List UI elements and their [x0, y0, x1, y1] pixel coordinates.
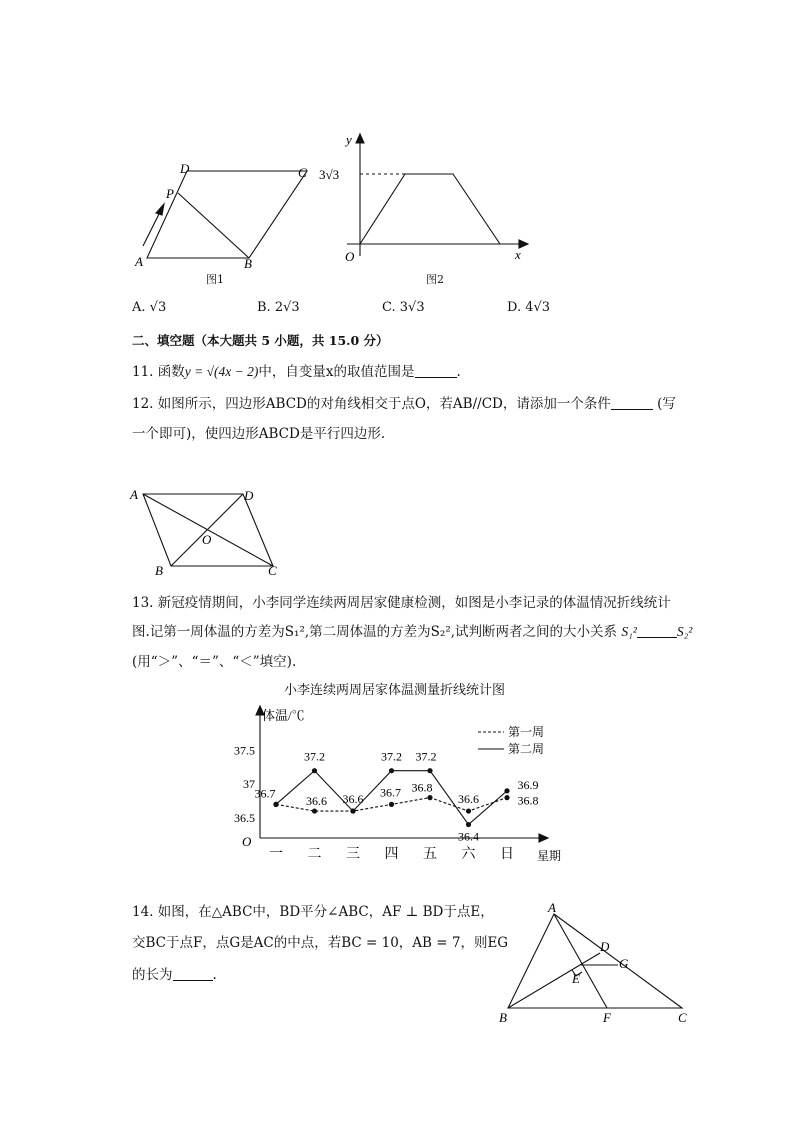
data-point — [389, 768, 394, 773]
label-b: B — [155, 563, 163, 578]
x-tick-label: 六 — [461, 847, 476, 862]
data-point — [389, 802, 394, 807]
data-label: 37.2 — [381, 749, 402, 764]
data-label: 36.6 — [342, 792, 364, 807]
option-c[interactable] — [382, 300, 425, 315]
q13-s1: S₁² — [621, 624, 637, 639]
option-a-value: √3 — [149, 300, 167, 315]
data-point — [350, 808, 355, 813]
x-tick-label: 日 — [500, 847, 514, 862]
label-y: y — [346, 132, 352, 147]
label-p: P — [166, 186, 174, 201]
data-label: 36.6 — [306, 794, 327, 809]
data-label: 36.4 — [458, 829, 479, 844]
data-label: 36.8 — [517, 793, 539, 808]
q14-end: . — [212, 967, 217, 983]
q13-s2: S₂² — [676, 624, 693, 639]
label-g: G — [619, 956, 629, 971]
option-a[interactable] — [132, 300, 166, 315]
q11-answer-blank[interactable] — [415, 363, 457, 378]
chart-origin: O — [242, 834, 252, 849]
question-12-line1 — [132, 394, 676, 414]
data-label: 37.2 — [304, 749, 325, 764]
legend-week1: 第一周 — [508, 725, 545, 739]
q11-end: . — [456, 364, 461, 380]
label-o: O — [202, 532, 212, 547]
section-heading: 二、填空题（本大题共 5 小题，共 15.0 分） — [132, 333, 389, 348]
function-graph — [360, 174, 500, 244]
label-c: C — [678, 1010, 687, 1025]
q11-pre: 函数 — [157, 364, 185, 380]
q14-line1-text: 如图，在△ABC中，BD平分∠ABC，AF ⊥ BD于点E， — [157, 904, 494, 920]
label-3sqrt3: 3√3 — [319, 167, 340, 182]
chart-title: 小李连续两周居家体温测量折线统计图 — [284, 683, 506, 698]
x-tick-label: 一 — [269, 847, 283, 862]
segment-af — [554, 914, 607, 1008]
data-label: 37.2 — [415, 749, 437, 764]
label-d: D — [180, 161, 190, 176]
option-d-value: 4√3 — [525, 300, 551, 315]
parallelogram-abcd — [147, 171, 307, 258]
data-label: 36.9 — [517, 777, 539, 792]
segment-pb — [178, 193, 249, 258]
label-origin: O — [345, 249, 355, 264]
option-d-letter: D. — [507, 300, 522, 315]
diagonal-bd — [171, 494, 243, 566]
option-c-letter: C. — [382, 300, 396, 315]
label-a: A — [135, 254, 143, 269]
q13-answer-blank[interactable] — [637, 623, 677, 638]
q14-figure — [492, 900, 702, 1030]
label-d: D — [600, 939, 610, 954]
x-tick-label: 二 — [307, 847, 322, 862]
question-12-line2: 一个即可)，使四边形ABCD是平行四边形. — [132, 426, 386, 442]
q13-number: 13. — [132, 595, 154, 611]
q14-line3-text: 的长为 — [132, 967, 173, 983]
q13-line1-text: 新冠疫情期间，小李同学连续两周居家健康检测，如图是小李记录的体温情况折线统计 — [157, 595, 671, 611]
data-label: 36.7 — [380, 785, 401, 800]
option-a-letter: A. — [132, 300, 146, 315]
figure-2-caption: 图2 — [426, 273, 444, 286]
q11-function: y = √(4x − 2) — [184, 364, 259, 379]
data-point — [312, 768, 317, 773]
y-tick-label: 37 — [243, 777, 255, 792]
label-c: C — [298, 165, 307, 180]
label-d: D — [244, 488, 254, 503]
label-x: x — [515, 247, 521, 262]
q14-number: 14. — [132, 904, 154, 920]
triangle-abc — [508, 914, 682, 1008]
data-point — [312, 808, 317, 813]
option-c-value: 3√3 — [399, 300, 425, 315]
diagonal-ac — [143, 494, 273, 566]
data-label: 36.8 — [411, 780, 433, 795]
question-14-line3 — [132, 965, 217, 985]
arrow-shaft — [143, 210, 161, 246]
label-f: F — [603, 1010, 611, 1025]
label-c: C — [268, 563, 277, 578]
question-11 — [132, 362, 461, 382]
label-e: E — [572, 971, 580, 986]
data-point — [466, 808, 471, 813]
q13-line2-text: 图.记第一周体温的方差为S₁²,第二周体温的方差为S₂²,试判断两者之间的大小关系 — [132, 624, 618, 640]
q14-answer-blank[interactable] — [173, 966, 213, 981]
q12-figure — [125, 484, 295, 579]
x-tick-label: 四 — [384, 847, 399, 862]
question-13-line2 — [132, 622, 692, 642]
option-b-value: 2√3 — [274, 300, 300, 315]
label-a: A — [548, 900, 556, 915]
line-chart — [220, 700, 580, 870]
question-14-line2: 交BC于点F，点G是AC的中点，若BC = 10，AB = 7，则EG — [132, 935, 509, 951]
option-b-letter: B. — [257, 300, 271, 315]
data-point — [504, 795, 509, 800]
data-label: 36.6 — [458, 792, 479, 807]
q12-answer-blank[interactable] — [611, 395, 653, 410]
figure-2 — [315, 130, 535, 265]
data-point — [504, 788, 509, 793]
figure-1-caption: 图1 — [206, 273, 224, 286]
x-tick-label: 三 — [346, 847, 360, 862]
q12-line1-pre: 如图所示，四边形ABCD的对角线相交于点O，若AB//CD，请添加一个条件 — [157, 396, 611, 412]
legend-week2: 第二周 — [508, 742, 545, 756]
label-b: B — [244, 256, 252, 271]
label-a: A — [130, 487, 138, 502]
q12-line1-post: (写 — [657, 396, 676, 412]
data-point — [427, 768, 432, 773]
x-tick-label: 五 — [423, 847, 437, 862]
chart-x-label: 星期 — [537, 849, 562, 863]
data-point — [427, 795, 432, 800]
y-tick-label: 37.5 — [234, 743, 255, 758]
chart-x-arrow — [539, 834, 548, 842]
question-14-line1 — [132, 902, 494, 922]
arrow-head — [156, 204, 164, 215]
option-b[interactable] — [257, 300, 300, 315]
data-label: 36.7 — [254, 786, 276, 801]
q11-post: 中，自变量x的取值范围是 — [258, 364, 415, 380]
option-d[interactable] — [507, 300, 550, 315]
q12-number: 12. — [132, 396, 154, 412]
q11-number: 11. — [132, 364, 154, 380]
label-b: B — [499, 1010, 507, 1025]
y-axis-arrow — [356, 134, 364, 143]
y-tick-label: 36.5 — [234, 810, 255, 825]
data-point — [466, 822, 471, 827]
question-13-line1 — [132, 593, 671, 613]
question-13-line3: (用“＞”、“＝”、“＜”填空). — [132, 654, 297, 670]
chart-y-label: 体温/℃ — [262, 708, 305, 723]
data-point — [273, 802, 278, 807]
